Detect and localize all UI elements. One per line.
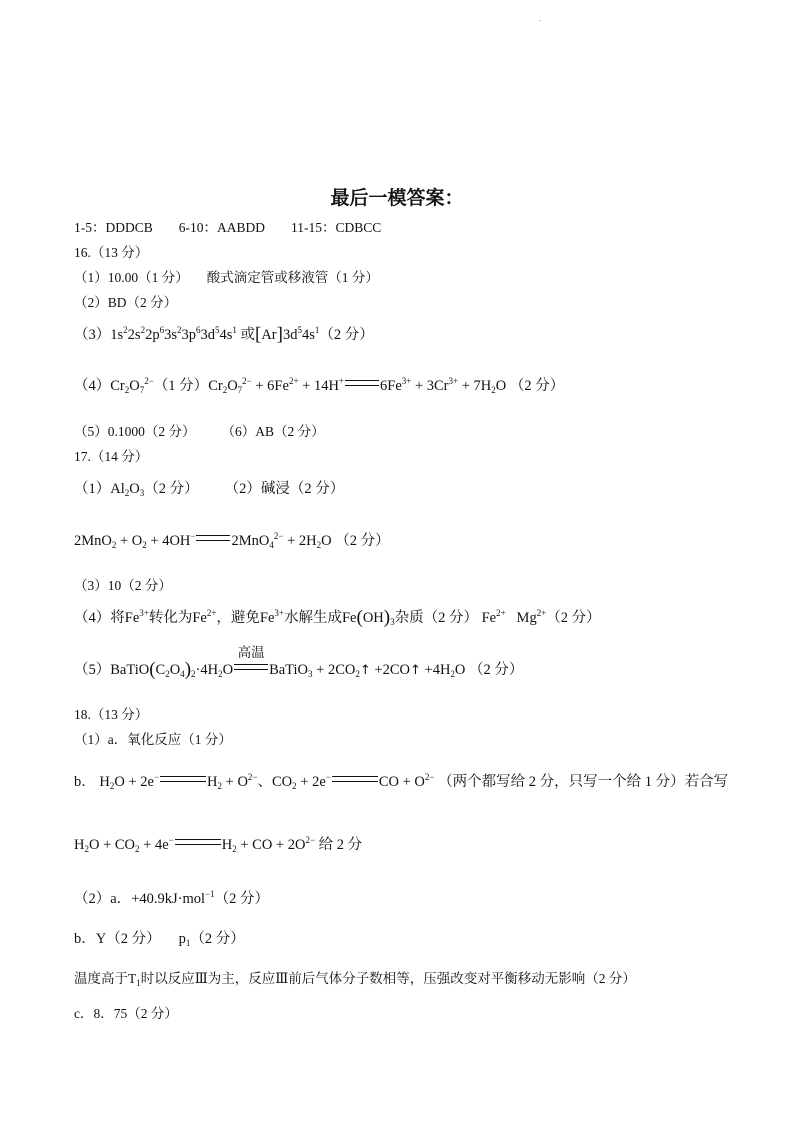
q18-part2b: b．Y（2 分） $p_1(2$ 分）	[74, 931, 245, 948]
q16-part5-6: （5）0.1000（2 分） （6）AB（2 分）	[74, 424, 325, 439]
q16-part1: （1）10.00（1 分） 酸式滴定管或移液管（1 分）	[74, 270, 379, 285]
q16-part3-electron-config: $(3)1s^22s^22p^63s^23p^63d^54s^1$ 或$[Ar]3d^54s^1(2$ 分）	[74, 324, 374, 345]
equals-sign	[332, 776, 378, 782]
mc-11-15: 11-15：CDBCC	[291, 220, 382, 235]
page-title: 最后一模答案：	[330, 187, 464, 209]
q18-heading: 18.（13 分）	[74, 707, 149, 722]
q17-part5-equation: $(5)BaTiO(C_2O_4)_2\cdot 4H_2O$ 高温 BaTiO$_3$ + $2CO_2↑$ +2CO↑ $+4H_2O$ （2 分）	[74, 645, 524, 680]
q18-part2-explanation: 温度高于$T_1$时以反应Ⅲ为主，反应Ⅲ前后气体分子数相等，压强改变对平衡移动无影响（2 分）	[74, 971, 636, 988]
q17-heading: 17.（14 分）	[74, 449, 149, 464]
reaction-condition: 高温	[233, 661, 269, 679]
q17-part4: （4）将$Fe^{3+}$转化为$Fe^{2+}$，避免$Fe^{3+}$水解生成$Fe(OH)_3$杂质（2 分） $Fe^{2+}$ $Mg^{2+}(2$ 分）	[74, 607, 601, 628]
mc-1-5: 1-5：DDDCB	[74, 220, 153, 235]
q16-heading: 16.（13 分）	[74, 245, 149, 260]
equals-sign	[160, 776, 206, 782]
equals-sign	[175, 839, 221, 845]
mc-6-10: 6-10：AABDD	[178, 220, 266, 235]
q18-part1b-combined: $H_2O + CO_2 + 4e^-$ $H_2$ + CO + $2O^{2-}$ 给 2 分	[74, 835, 363, 854]
q17-part3: （3）10（2 分）	[74, 578, 172, 593]
q17-part1-2: $(1)Al_2O_3(2$ 分） （2）碱浸（2 分）	[74, 481, 345, 498]
q18-part1a: （1）a．氧化反应（1 分）	[74, 732, 232, 747]
q18-part2c: c．8．75（2 分）	[74, 1006, 178, 1021]
header-dot: .	[539, 14, 541, 23]
equals-sign	[234, 664, 268, 670]
q16-part2: （2）BD（2 分）	[74, 295, 178, 310]
q17-part2-equation: $2MnO_2 + O_2 + 4OH^-$ $2MnO_4^{2-} + 2H_2O$ （2 分）	[74, 531, 390, 550]
q16-part4-equation: $(4)Cr_2O_7^{2-}(1$ 分）$Cr_2O_7^{2-} + 6Fe^{2+} + 14H^+$ $6Fe^{3+} + 3Cr^{3+} + 7H_2O$ （2 分）	[74, 376, 565, 395]
mc-answers	[74, 219, 381, 237]
equals-sign	[196, 535, 230, 541]
q18-part1b-equations: b． $H_2O + 2e^-$ $H_2 + O^{2-}$、$CO_2 + 2e^-$ CO + $O^{2-}$ （两个都写给 2 分，只写一个给 1 分）若合写	[74, 772, 729, 791]
q18-part2a: （2）a．+40.9kJ·mol$^{-1}$（2 分）	[74, 889, 269, 907]
equals-sign	[345, 380, 379, 386]
